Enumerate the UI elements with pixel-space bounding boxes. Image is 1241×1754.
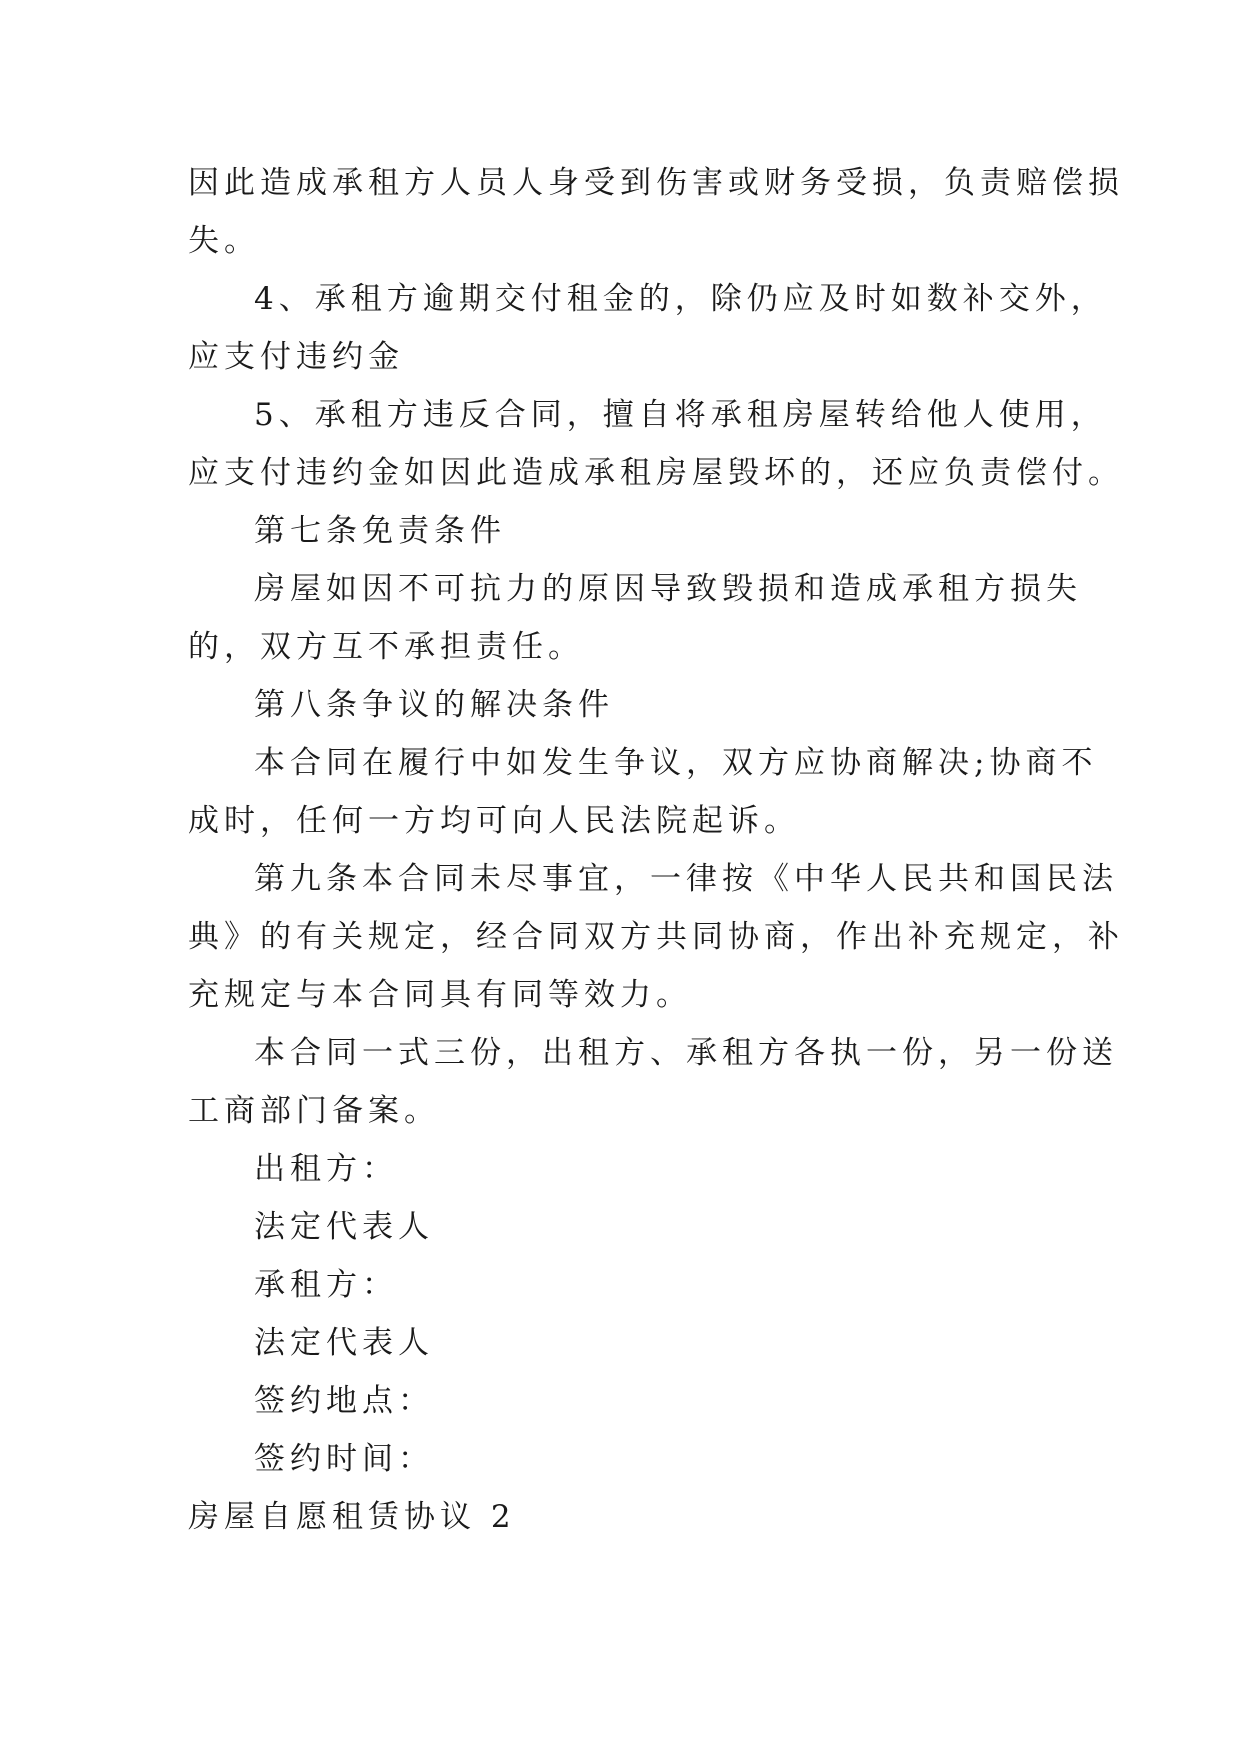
- text-line: 房屋如因不可抗力的原因导致毁损和造成承租方损失: [254, 571, 1082, 607]
- text-line: 充规定与本合同具有同等效力。: [188, 977, 692, 1013]
- text-line: 5、承租方违反合同，擅自将承租房屋转给他人使用，: [254, 397, 1107, 433]
- text-line: 成时，任何一方均可向人民法院起诉。: [188, 803, 800, 839]
- signature-label-lessor: 出租方：: [254, 1151, 398, 1187]
- text-line: 典》的有关规定，经合同双方共同协商，作出补充规定，补: [188, 919, 1124, 955]
- signature-label-place: 签约地点：: [254, 1383, 434, 1419]
- section-heading: 第七条免责条件: [254, 513, 506, 549]
- signature-label-representative: 法定代表人: [254, 1209, 434, 1245]
- text-line: 第九条本合同未尽事宜，一律按《中华人民共和国民法: [254, 861, 1118, 897]
- signature-label-lessee: 承租方：: [254, 1267, 398, 1303]
- text-line: 因此造成承租方人员人身受到伤害或财务受损，负责赔偿损: [188, 165, 1124, 201]
- text-line: 4、承租方逾期交付租金的，除仍应及时如数补交外，: [254, 281, 1107, 317]
- text-line: 应支付违约金: [188, 339, 404, 375]
- text-line: 应支付违约金如因此造成承租房屋毁坏的，还应负责偿付。: [188, 455, 1124, 491]
- text-line: 工商部门备案。: [188, 1093, 440, 1129]
- text-line: 本合同在履行中如发生争议，双方应协商解决;协商不: [254, 745, 1098, 781]
- section-heading: 第八条争议的解决条件: [254, 687, 614, 723]
- text-line: 失。: [188, 223, 260, 259]
- signature-label-representative: 法定代表人: [254, 1325, 434, 1361]
- signature-label-date: 签约时间：: [254, 1441, 434, 1477]
- text-line: 本合同一式三份，出租方、承租方各执一份，另一份送: [254, 1035, 1118, 1071]
- text-line: 的，双方互不承担责任。: [188, 629, 584, 665]
- document-title: 房屋自愿租赁协议 2: [188, 1499, 516, 1535]
